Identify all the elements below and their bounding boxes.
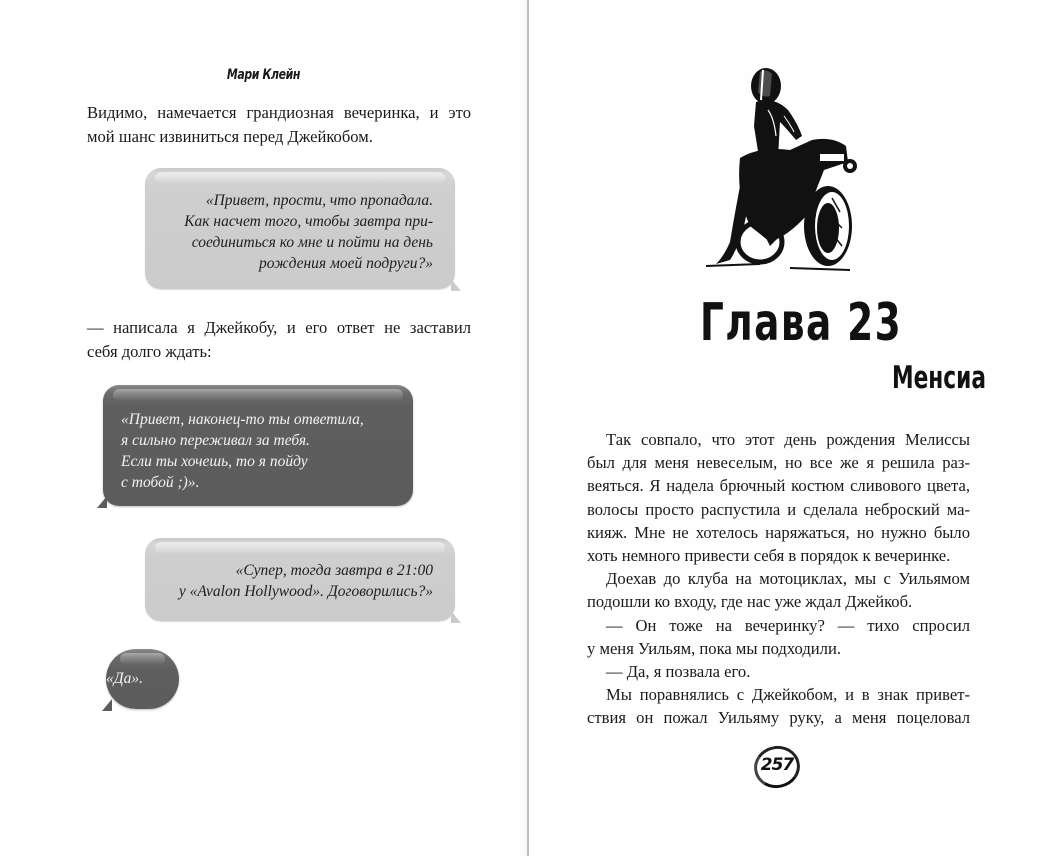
text-line: ствия он пожал Уильяму руку, а меня поцеловал — [587, 708, 970, 728]
message-line: у «Avalon Hollywood». Договорились?» — [178, 583, 433, 600]
bubble-tail-icon — [97, 496, 107, 508]
bubble-gloss — [113, 389, 403, 401]
text-line: Так совпало, что этот день рождения Мелиссы — [606, 430, 970, 449]
message-line: рождения моей подруги?» — [259, 255, 433, 272]
page-number-badge — [754, 746, 800, 788]
message-line: Если ты хочешь, то я пойду — [121, 453, 308, 470]
gutter-shadow — [520, 0, 527, 856]
chapter-narrator: Менсиа — [892, 360, 987, 396]
bubble-tail-icon — [451, 279, 461, 291]
message-line: «Привет, прости, что пропадала. — [205, 192, 433, 209]
message-line: Как насчет того, чтобы завтра при- — [184, 213, 433, 230]
intro-paragraph — [87, 101, 471, 148]
message-line: соединиться ко мне и пойти на день — [191, 234, 433, 251]
text-line: у меня Уильям, пока мы подходили. — [587, 638, 841, 658]
bubble-tail-icon — [451, 611, 461, 623]
motorcyclist-icon — [700, 66, 860, 272]
text-line: веяться. Я надела брючный костюм сливового цвета, — [587, 476, 970, 496]
text-line: мой шанс извиниться перед Джейкобом. — [87, 126, 373, 146]
message-line: я сильно переживал за тебя. — [121, 432, 310, 449]
text-line: — Да, я позвала его. — [606, 662, 751, 682]
chapter-title: Глава 23 — [700, 293, 903, 353]
text-line: Доехав до клуба на мотоциклах, мы с Уильямом — [606, 569, 970, 589]
message-line: «Привет, наконец-то ты ответила, — [121, 411, 364, 428]
message-bubble-outgoing — [145, 168, 455, 289]
message-bubble-incoming — [103, 385, 413, 506]
text-line: Мы поравнялись с Джейкобом, и в знак привет- — [606, 685, 970, 705]
message-line: «Да». — [106, 670, 143, 687]
text-line: Видимо, намечается грандиозная вечеринка, и это — [87, 103, 471, 122]
bubble-tail-icon — [102, 699, 112, 711]
book-gutter — [527, 0, 529, 856]
text-line: волосы просто распустила и сделала неброский ма- — [587, 499, 970, 519]
message-line: с тобой ;)». — [121, 474, 200, 491]
bubble-gloss — [155, 542, 445, 554]
text-line: — написала я Джейкобу, и его ответ не заставил — [87, 318, 471, 337]
running-head-author: Мари Клейн — [226, 67, 301, 83]
text-line: подошли ко входу, где нас уже ждал Джейкоб. — [587, 592, 913, 612]
text-line: хоть немного привести себя в порядок к вечеринке. — [587, 546, 951, 566]
text-line: был для меня невеселым, но все же я решила раз- — [587, 453, 970, 473]
bubble-gloss — [155, 172, 445, 184]
text-line: кияж. Мне не хотелось наряжаться, но нужно было — [587, 522, 970, 542]
bubble-gloss — [120, 653, 165, 665]
page-number: 257 — [760, 755, 794, 775]
text-line: себя долго ждать: — [87, 341, 212, 361]
middle-paragraph — [87, 316, 471, 363]
chapter-body — [587, 428, 970, 730]
text-line: — Он тоже на вечеринку? — тихо спросил — [606, 615, 970, 635]
message-bubble-incoming — [106, 649, 179, 709]
message-bubble-outgoing — [145, 538, 455, 621]
message-line: «Супер, тогда завтра в 21:00 — [235, 562, 433, 579]
